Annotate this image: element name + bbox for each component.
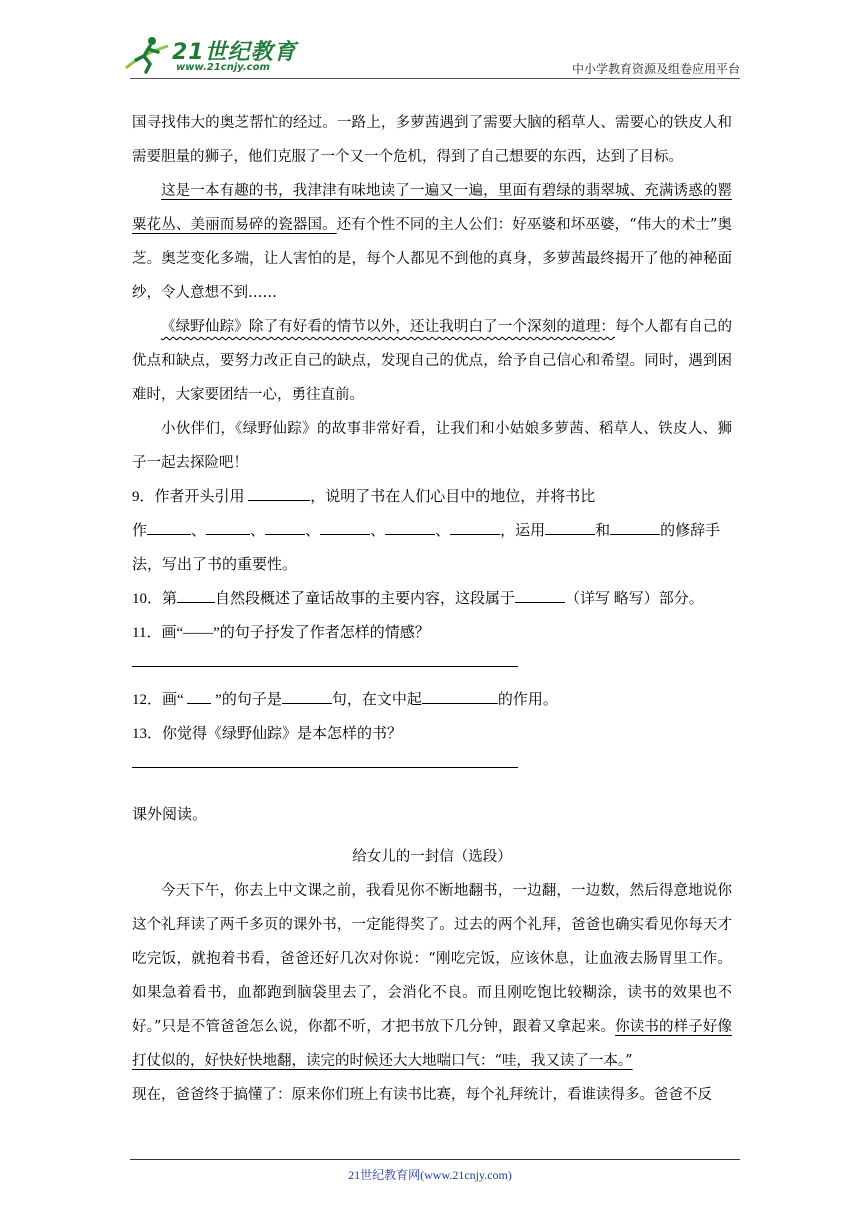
q9-blank-5[interactable] — [385, 520, 435, 535]
document-body — [132, 106, 732, 1112]
footer-divider — [130, 1159, 740, 1160]
footer-site-text: 21世纪教育网(www.21cnjy.com) — [348, 1168, 512, 1182]
q9-blank-4[interactable] — [320, 520, 370, 535]
q9-blank-quote[interactable] — [248, 486, 310, 501]
passage2-paragraph-1: 今天下午，你去上中文课之前，我看见你不断地翻书，一边翻，一边数，然后得意地说你这个礼拜读了两千多页的课外书，一定能得奖了。过去的两个礼拜，爸爸也确实看见你每天才吃完饭，就抱着书看，爸爸还好几次对你说：“刚吃完饭，应该休息，让血液去肠胃里工作。如果急着看书，血都跑到脑袋里去了，会消化不良。而且刚吃饱比较糊涂，读书的效果也不好。”只是不管爸爸怎么说，你都不听，才把书放下几分钟，跟着又拿起来。你读书的样子好像打仗似的，好快好快地翻，读完的时候还大大地喘口气：“哇，我又读了一本。” — [132, 883, 732, 1069]
passage1-paragraph-3 — [132, 310, 732, 412]
q9-blank-6[interactable] — [450, 520, 500, 535]
question-10: 10．第 自然段概述了童话故事的主要内容，这段属于 （详写 略写）部分。 — [132, 582, 732, 616]
q9-blank-1[interactable] — [147, 520, 191, 535]
question-12: 12．画“ ”的句子是 句，在文中起 的作用。 — [132, 683, 732, 717]
q11-answer-line[interactable] — [132, 666, 518, 667]
q12-blank-function[interactable] — [422, 689, 498, 704]
passage2-title: 给女儿的一封信（选段） — [352, 849, 512, 865]
q13-answer-line[interactable] — [132, 767, 518, 768]
question-9-continued: 作 、 、 、 、 、 ，运用 和 的修辞手法，写出了书的重要性。 — [132, 514, 732, 582]
passage1-paragraph-4: 小伙伴们，《绿野仙踪》的故事非常好看，让我们和小姑娘多萝茜、稻草人、铁皮人、狮子一起去探险吧！ — [132, 421, 732, 471]
question-11: 11．画“——”的句子抒发了作者怎样的情感？ — [132, 625, 430, 641]
q12-underline-sample — [187, 689, 211, 704]
underlined-sentence-2: 你读书的样子好像打仗似的，好快好快地翻，读完的时候还大大地喘口气：“哇，我又读了一本。” — [132, 1019, 732, 1069]
question-13: 13．你觉得《绿野仙踪》是本怎样的书？ — [132, 726, 403, 742]
passage1-paragraph-1: 国寻找伟大的奥芝帮忙的经过。一路上，多萝茜遇到了需要大脑的稻草人、需要心的铁皮人和需要胆量的狮子，他们克服了一个又一个危机，得到了自己想要的东西，达到了目标。 — [132, 115, 732, 165]
header-platform-text: 中小学教育资源及组卷应用平台 — [571, 62, 740, 76]
q12-blank-sentence-type[interactable] — [282, 689, 332, 704]
q9-blank-3[interactable] — [265, 520, 305, 535]
page-header — [120, 30, 740, 80]
question-9: 9．作者开头引用 ，说明了书在人们心目中的地位，并将书比 — [132, 480, 732, 514]
logo-url: www.21cnjy.com — [176, 62, 270, 73]
paragraph-3-rest: 每个人都有自己的优点和缺点，要努力改正自己的缺点，发现自己的优点，给予自己信心和希望。同时，遇到困难时，大家要团结一心，勇往直前。 — [132, 319, 732, 403]
wavy-underlined-sentence: 《绿野仙踪》除了有好看的情节以外，还让我明白了一个深刻的道理： — [161, 319, 615, 335]
section-label: 课外阅读。 — [132, 807, 208, 823]
underlined-sentence: 这是一本有趣的书，我津津有味地读了一遍又一遍，里面有碧绿的翡翠城、充满诱惑的罂粟花丛、美丽而易碎的瓷器国。 — [132, 183, 732, 233]
q10-blank-type[interactable] — [515, 588, 565, 603]
passage2-paragraph-2: 现在，爸爸终于搞懂了：原来你们班上有读书比赛，每个礼拜统计，看谁读得多。爸爸不反 — [132, 1087, 712, 1103]
paragraph-2-rest: 还有个性不同的主人公们：好巫婆和坏巫婆，“伟大的术士”奥芝。奥芝变化多端，让人害怕的是，每个人都见不到他的真身，多萝茜最终揭开了他的神秘面纱，令人意想不到…… — [132, 217, 732, 301]
runner-logo-icon — [122, 34, 172, 74]
site-logo — [120, 30, 300, 80]
q10-blank-paragraph[interactable] — [177, 588, 215, 603]
q9-blank-rhetoric-2[interactable] — [610, 520, 660, 535]
logo-title: 21世纪教育 — [172, 40, 297, 65]
header-divider — [130, 78, 740, 79]
q9-blank-2[interactable] — [206, 520, 250, 535]
q9-blank-rhetoric-1[interactable] — [545, 520, 595, 535]
passage1-paragraph-2 — [132, 174, 732, 310]
